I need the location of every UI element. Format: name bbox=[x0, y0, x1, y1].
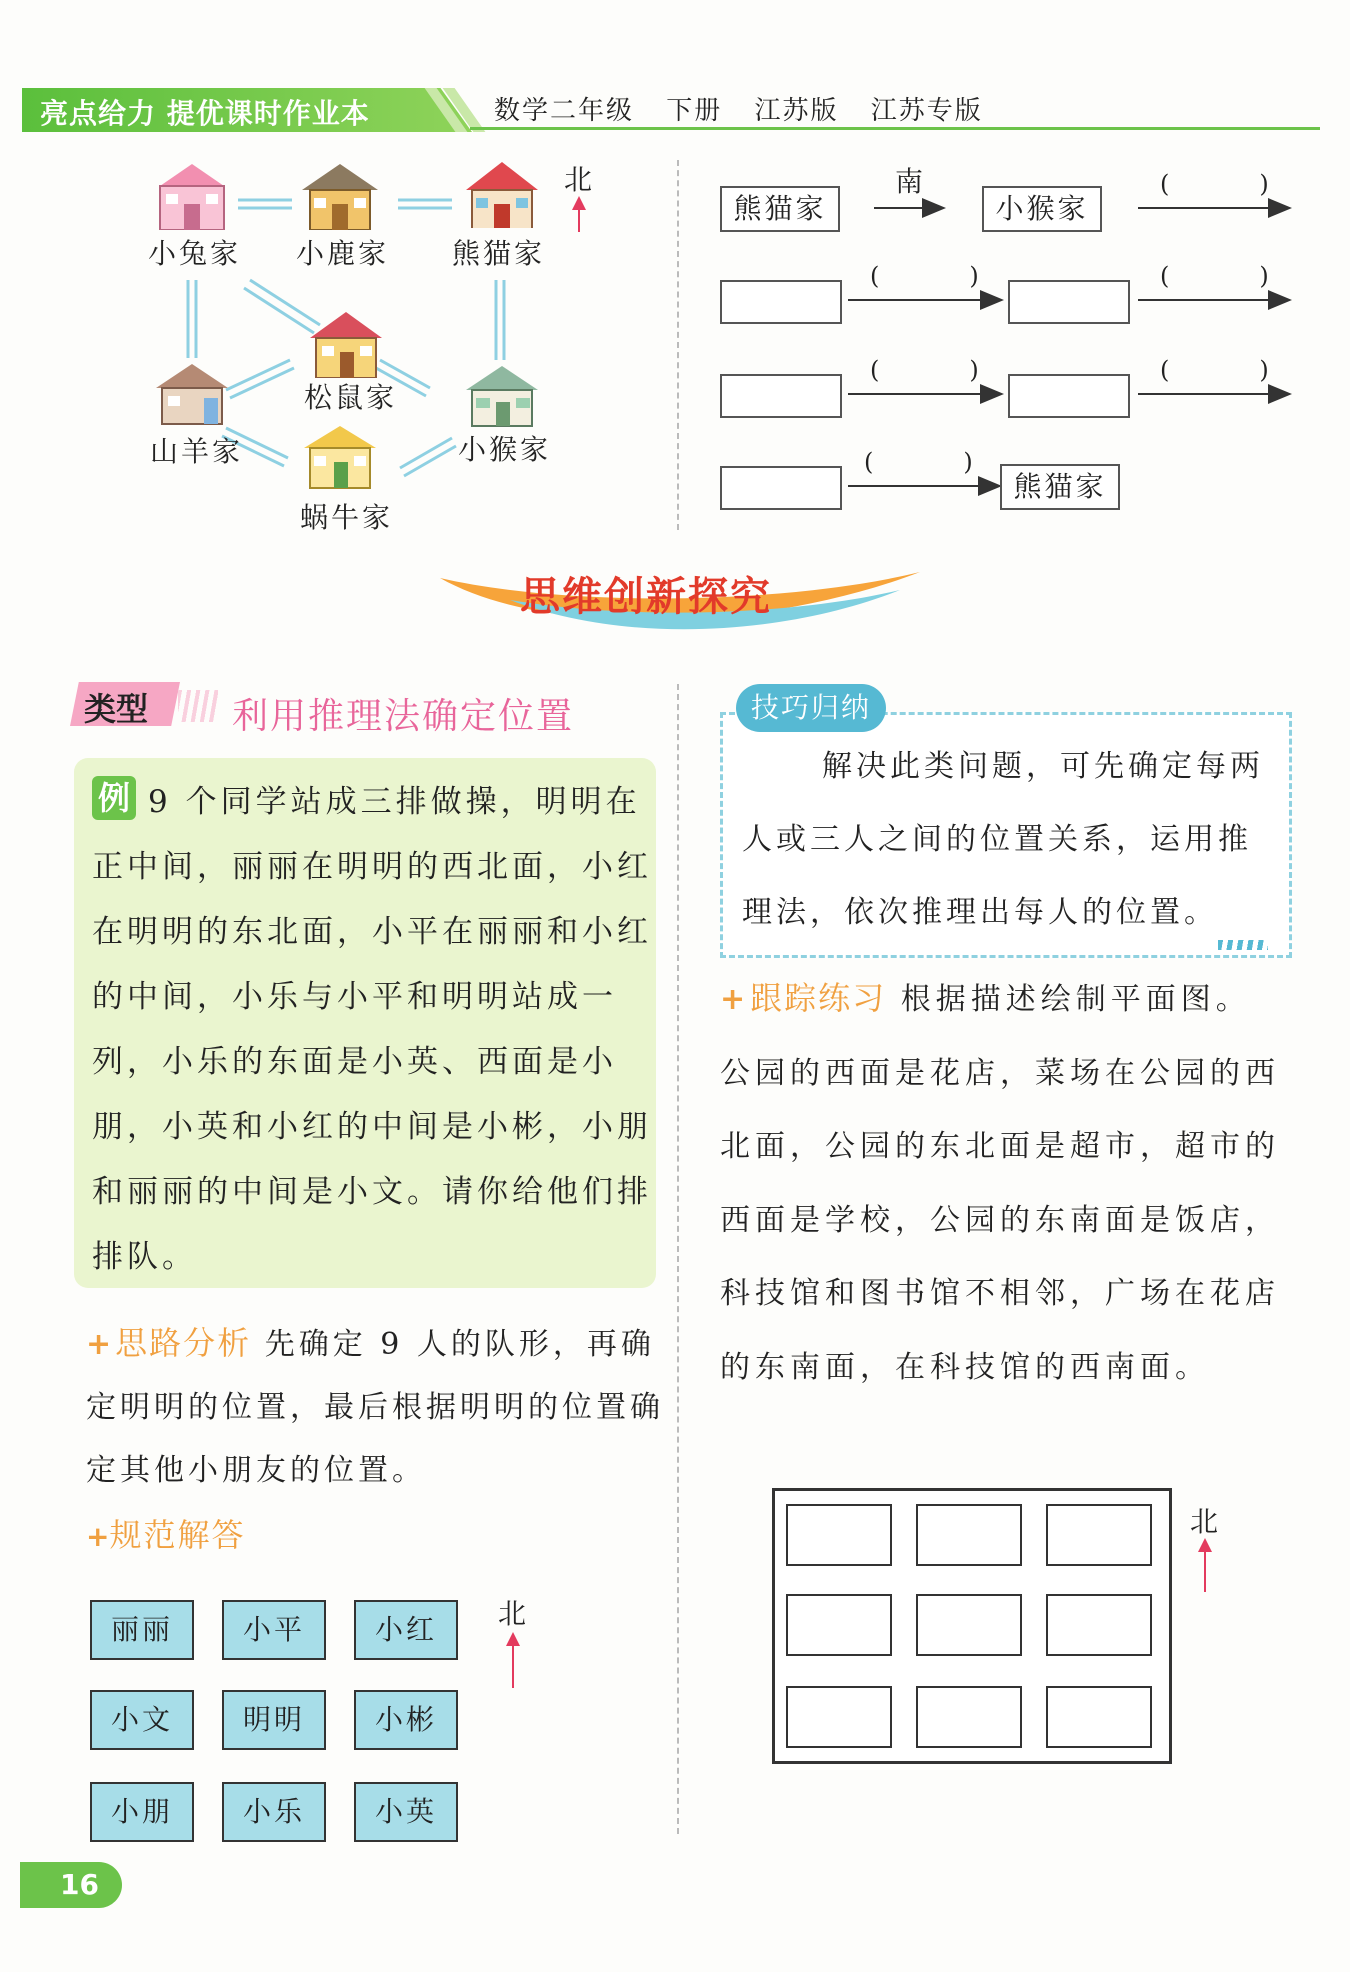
goat-house-icon bbox=[152, 362, 232, 432]
route-blank-box[interactable] bbox=[1008, 280, 1130, 324]
blank-paren: ) bbox=[1259, 356, 1269, 384]
book-title: 亮点给力 提优课时作业本 bbox=[40, 97, 370, 130]
analysis-text: 先确定 9 人的队形，再确定明明的位置，最后根据明明的位置确定其他小朋友的位置。 bbox=[86, 1327, 664, 1488]
rabbit-house-icon bbox=[152, 160, 232, 230]
house-label: 小兔家 bbox=[148, 237, 242, 270]
route-arrows bbox=[676, 150, 1296, 520]
grid-cell[interactable] bbox=[916, 1504, 1022, 1566]
grid-cell[interactable] bbox=[786, 1686, 892, 1748]
route-blank-box[interactable] bbox=[720, 280, 842, 324]
plus-icon: + bbox=[86, 1327, 116, 1362]
analysis-block bbox=[86, 1312, 666, 1502]
house-label: 小猴家 bbox=[458, 433, 552, 466]
section-title: 思维创新探究 bbox=[520, 574, 772, 620]
example-text bbox=[92, 770, 652, 1290]
practice-block bbox=[720, 962, 1300, 1404]
type-heading: 利用推理法确定位置 bbox=[232, 696, 575, 737]
route-direction-label: 南 bbox=[895, 165, 924, 198]
snail-house-icon bbox=[300, 424, 380, 494]
answer-heading: 规范解答 bbox=[109, 1516, 246, 1554]
answer-cell: 丽丽 bbox=[90, 1600, 194, 1660]
blank-paren: ( bbox=[864, 448, 874, 476]
blank-paren: ) bbox=[963, 448, 973, 476]
north-label: 北 bbox=[564, 163, 593, 196]
monkey-house-icon bbox=[462, 364, 542, 434]
north-arrow-shaft bbox=[512, 1644, 514, 1688]
north-arrow-shaft bbox=[1204, 1550, 1206, 1592]
tip-stripes bbox=[1218, 940, 1268, 950]
answer-cell: 明明 bbox=[222, 1690, 326, 1750]
house-label: 蜗牛家 bbox=[300, 501, 394, 534]
answer-cell: 小红 bbox=[354, 1600, 458, 1660]
blank-paren: ) bbox=[1259, 170, 1269, 198]
answer-heading-row bbox=[86, 1510, 245, 1556]
panda-house-icon bbox=[462, 158, 542, 228]
practice-lead: 根据描述绘制平面图。 bbox=[900, 982, 1251, 1017]
house-label: 熊猫家 bbox=[452, 237, 546, 270]
squirrel-house-icon bbox=[306, 308, 386, 378]
route-blank-box[interactable] bbox=[720, 374, 842, 418]
blank-paren: ( bbox=[1160, 170, 1170, 198]
tip-text bbox=[742, 730, 1272, 949]
page-number: 16 bbox=[20, 1862, 122, 1908]
plus-icon: + bbox=[720, 982, 751, 1017]
column-divider bbox=[677, 684, 679, 1834]
book-subtitle: 数学二年级 下册 江苏版 江苏专版 bbox=[494, 96, 983, 126]
route-start-box: 熊猫家 bbox=[720, 186, 840, 232]
blank-paren: ( bbox=[870, 262, 880, 290]
route-end-box: 熊猫家 bbox=[1000, 464, 1120, 510]
grid-cell[interactable] bbox=[786, 1504, 892, 1566]
type-tag-stripes bbox=[178, 690, 218, 722]
house-label: 松鼠家 bbox=[304, 381, 398, 414]
grid-cell[interactable] bbox=[786, 1594, 892, 1656]
plus-icon: + bbox=[86, 1520, 110, 1553]
grid-cell[interactable] bbox=[1046, 1686, 1152, 1748]
analysis-heading: 思路分析 bbox=[115, 1324, 252, 1362]
answer-cell: 小乐 bbox=[222, 1782, 326, 1842]
blank-paren: ( bbox=[1160, 356, 1170, 384]
blank-paren: ) bbox=[969, 262, 979, 290]
example-body: 9 个同学站成三排做操，明明在正中间，丽丽在明明的西北面，小红在明明的东北面，小平在丽丽和小红的中间，小乐与小平和明明站成一列，小乐的东面是小英、西面是小朋，小英和小红的中间是小彬，小朋和丽丽的中间是小文。请你给他们排排队。 bbox=[92, 784, 652, 1275]
answer-cell: 小文 bbox=[90, 1690, 194, 1750]
grid-cell[interactable] bbox=[1046, 1594, 1152, 1656]
deer-house-icon bbox=[300, 160, 380, 230]
example-badge: 例 bbox=[92, 776, 136, 820]
grid-cell[interactable] bbox=[916, 1594, 1022, 1656]
blank-paren: ) bbox=[1259, 262, 1269, 290]
north-label: 北 bbox=[1190, 1505, 1219, 1538]
grid-cell[interactable] bbox=[916, 1686, 1022, 1748]
blank-paren: ( bbox=[870, 356, 880, 384]
house-label: 小鹿家 bbox=[296, 237, 390, 270]
answer-cell: 小英 bbox=[354, 1782, 458, 1842]
answer-cell: 小彬 bbox=[354, 1690, 458, 1750]
header-rule bbox=[470, 127, 1320, 130]
tip-badge: 技巧归纳 bbox=[736, 684, 886, 732]
blank-paren: ) bbox=[969, 356, 979, 384]
grid-cell[interactable] bbox=[1046, 1504, 1152, 1566]
route-blank-box[interactable] bbox=[720, 466, 842, 510]
north-arrow-shaft bbox=[578, 208, 580, 232]
route-second-box: 小猴家 bbox=[982, 186, 1102, 232]
answer-cell: 小平 bbox=[222, 1600, 326, 1660]
blank-paren: ( bbox=[1160, 262, 1170, 290]
practice-text: 公园的西面是花店，菜场在公园的西北面，公园的东北面是超市，超市的西面是学校，公园的东南面是饭店，科技馆和图书馆不相邻，广场在花店的东南面，在科技馆的西南面。 bbox=[720, 1055, 1280, 1385]
house-label: 山羊家 bbox=[150, 435, 244, 468]
north-label: 北 bbox=[498, 1597, 527, 1630]
route-blank-box[interactable] bbox=[1008, 374, 1130, 418]
tip-body: 解决此类问题，可先确定每两人或三人之间的位置关系，运用推理法，依次推理出每人的位置。 bbox=[742, 749, 1264, 930]
practice-heading: 跟踪练习 bbox=[750, 979, 887, 1017]
answer-cell: 小朋 bbox=[90, 1782, 194, 1842]
type-tag-label: 类型 bbox=[84, 690, 149, 728]
